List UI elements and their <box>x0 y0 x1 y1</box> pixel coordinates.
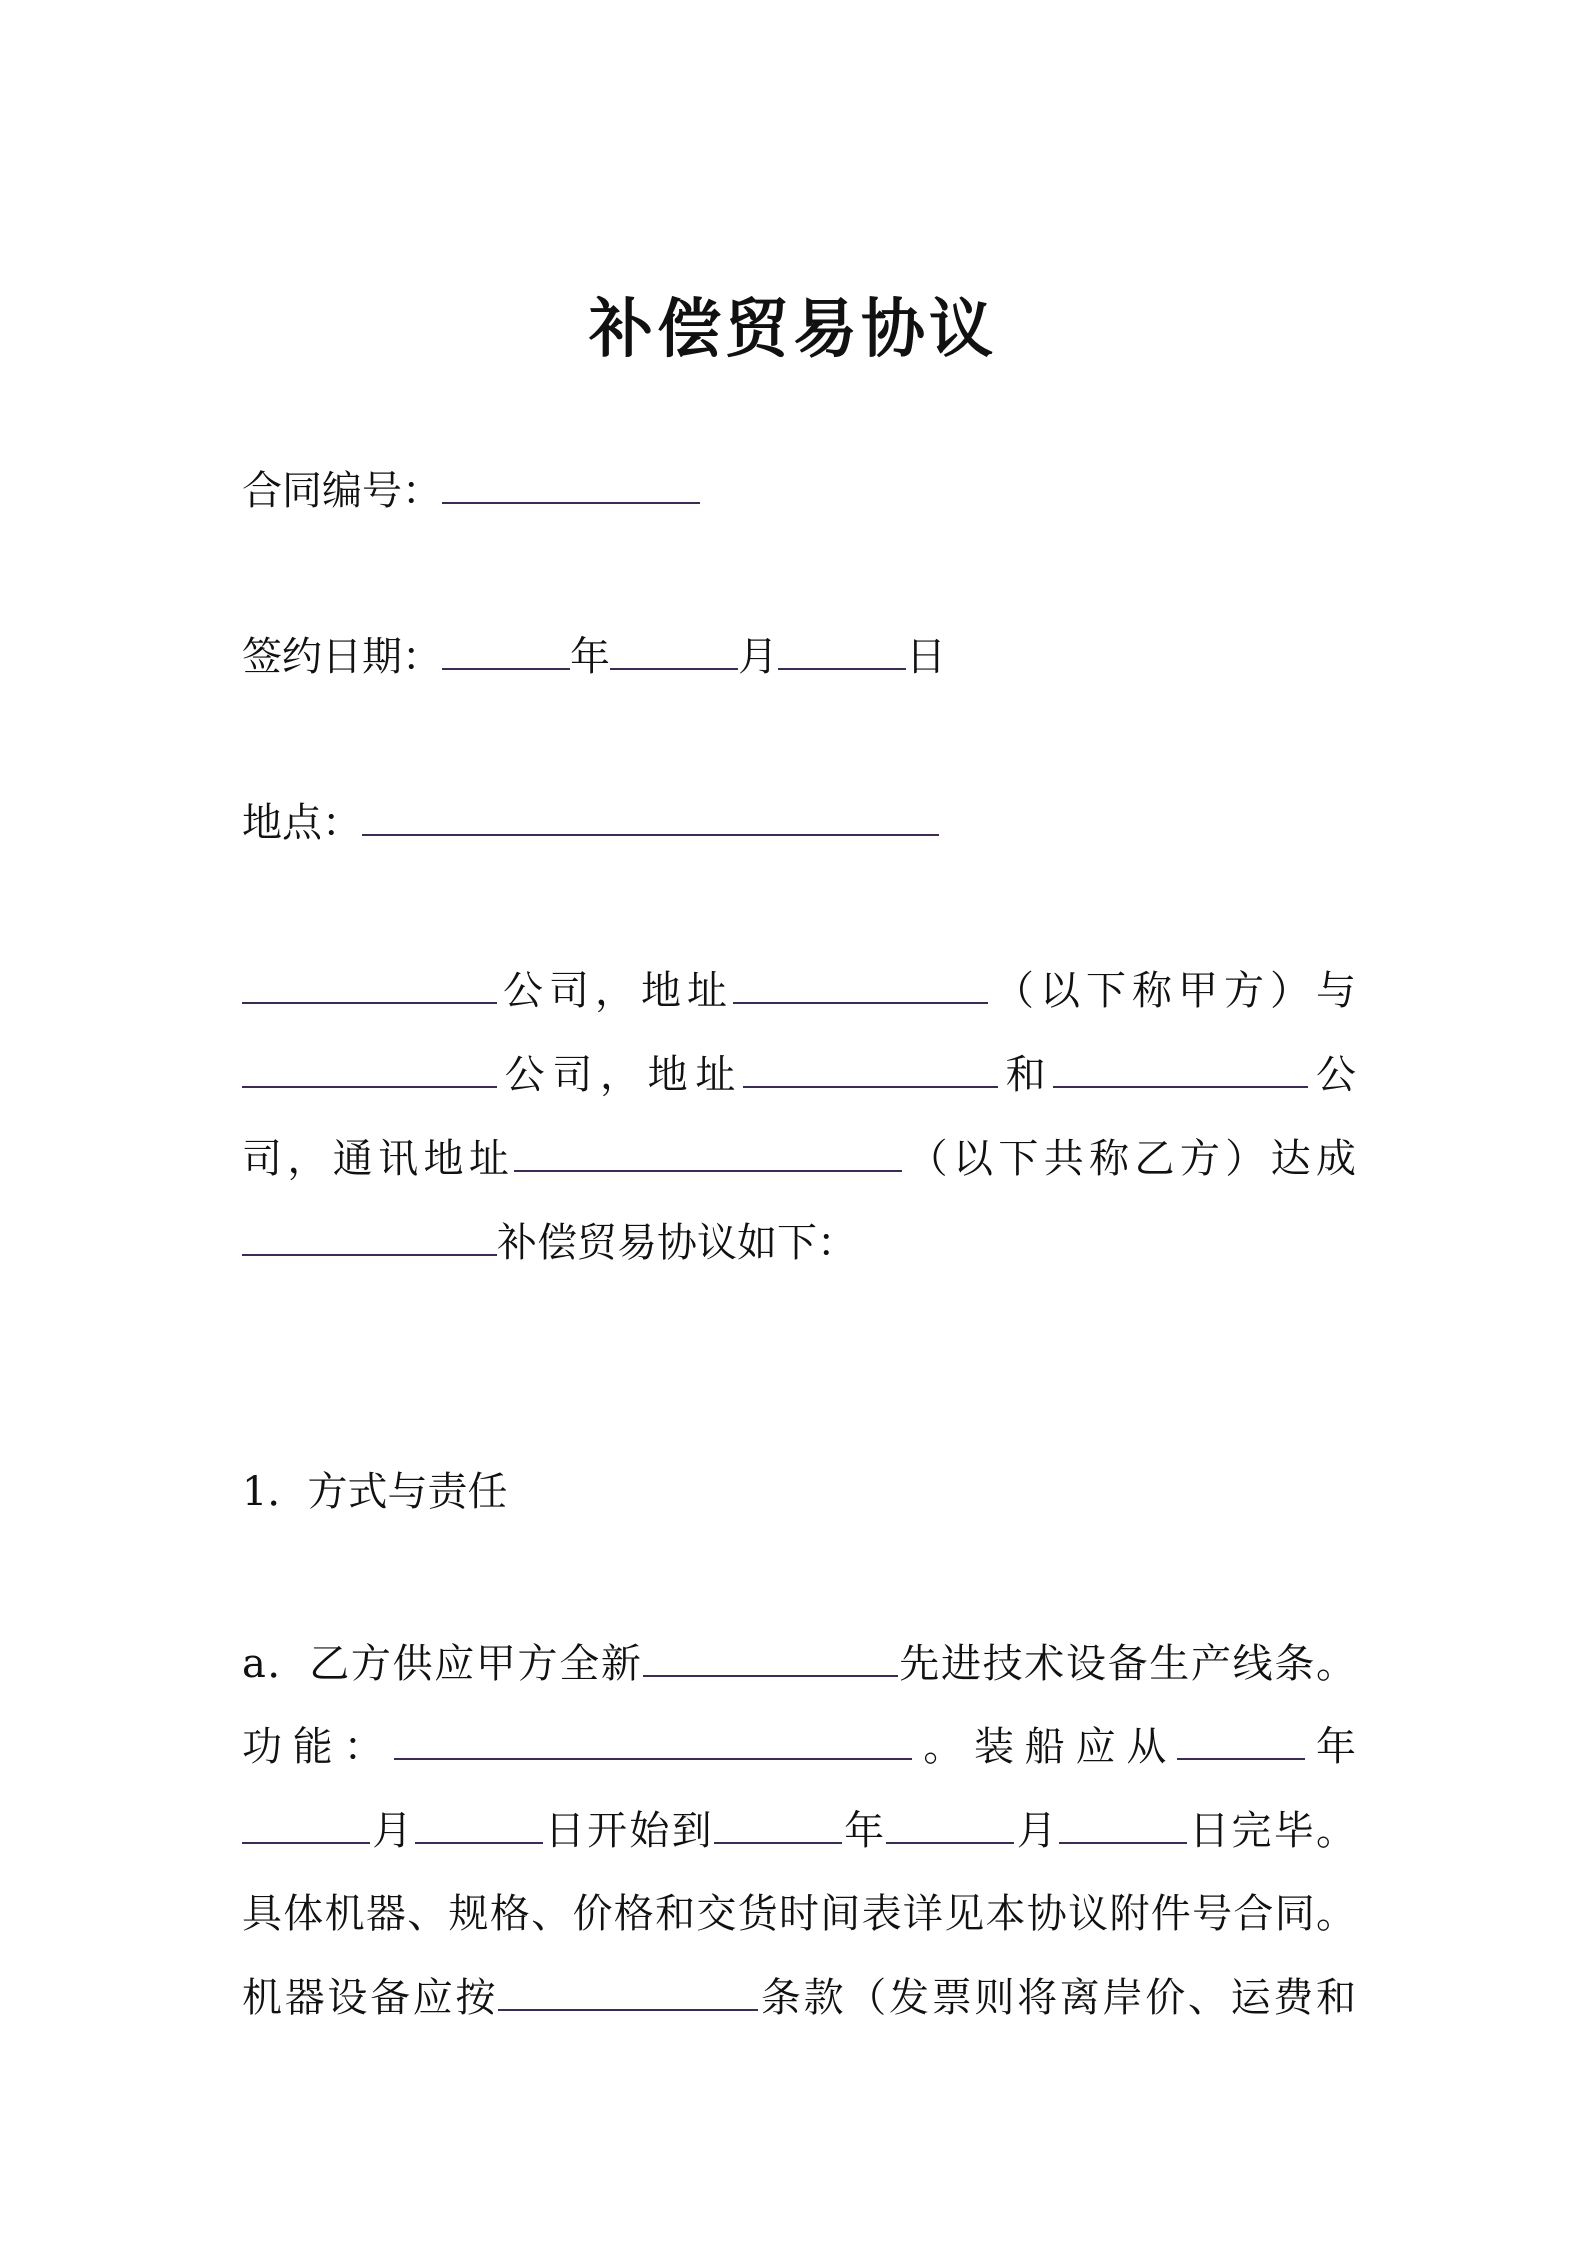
party-b1-name-blank[interactable] <box>242 1046 497 1088</box>
sign-date-label: 签约日期： <box>242 634 442 680</box>
text: 具体机器、规格、价格和交货时间表详见本协议附件号合同。 <box>242 1891 1356 1937</box>
ship-start-day-blank[interactable] <box>415 1802 543 1844</box>
ship-start-month-blank[interactable] <box>242 1802 370 1844</box>
text: 机器设备应按 <box>242 1975 499 2021</box>
text: 条款（发票则将离岸价、运费和 <box>758 1975 1357 2021</box>
year-label: 年 <box>570 634 610 680</box>
party-a-name-blank[interactable] <box>242 962 497 1004</box>
year-blank[interactable] <box>442 628 570 670</box>
terms-blank[interactable] <box>498 1969 758 2011</box>
text: 公司，地址 <box>497 1052 743 1098</box>
month-label: 月 <box>738 634 778 680</box>
clause-a-line-2 <box>242 1718 1356 1775</box>
sign-date-line <box>242 628 1356 685</box>
document-title: 补偿贸易协议 <box>589 292 997 367</box>
place-line <box>242 794 1356 851</box>
parties-line-2 <box>242 1046 1356 1103</box>
text: 司，通讯地址 <box>242 1136 515 1182</box>
party-b1-address-blank[interactable] <box>743 1046 998 1088</box>
clause-a-line-4 <box>242 1886 1356 1942</box>
text: 功能： <box>242 1724 395 1770</box>
text: 日完毕。 <box>1186 1808 1357 1854</box>
text: 公司，地址 <box>497 968 733 1014</box>
day-label: 日 <box>906 634 946 680</box>
parties-line-1 <box>242 962 1356 1019</box>
clause-a-line-5 <box>242 1969 1356 2026</box>
text: 补偿贸易协议如下： <box>497 1220 857 1266</box>
parties-line-4 <box>242 1214 1356 1271</box>
party-b2-address-blank[interactable] <box>514 1130 902 1172</box>
ship-end-day-blank[interactable] <box>1059 1802 1187 1844</box>
agreement-subject-blank[interactable] <box>242 1214 497 1256</box>
text: a．乙方供应甲方全新 <box>242 1641 643 1687</box>
text: （以下称甲方）与 <box>988 968 1356 1014</box>
parties-line-3 <box>242 1130 1356 1187</box>
ship-end-month-blank[interactable] <box>886 1802 1014 1844</box>
month-blank[interactable] <box>610 628 738 670</box>
text: 先进技术设备生产线条。 <box>897 1641 1357 1687</box>
text: 月 <box>370 1808 415 1854</box>
contract-number-label: 合同编号： <box>242 468 442 514</box>
text: 公 <box>1308 1052 1357 1098</box>
clause-a-line-1 <box>242 1635 1356 1692</box>
party-b2-name-blank[interactable] <box>1053 1046 1308 1088</box>
place-label: 地点： <box>242 800 362 846</box>
contract-number-blank[interactable] <box>442 462 700 504</box>
text: （以下共称乙方）达成 <box>902 1136 1356 1182</box>
clause-a-line-3 <box>242 1802 1356 1859</box>
text: 年 <box>1305 1724 1357 1770</box>
text: 月 <box>1014 1808 1059 1854</box>
text: 和 <box>998 1052 1054 1098</box>
day-blank[interactable] <box>778 628 906 670</box>
equipment-blank[interactable] <box>643 1635 898 1677</box>
contract-number-line <box>242 462 1356 519</box>
ship-end-year-blank[interactable] <box>714 1802 842 1844</box>
text: 年 <box>841 1808 887 1854</box>
text: 日开始到 <box>542 1808 714 1854</box>
text: 。装船应从 <box>912 1724 1178 1770</box>
ship-start-year-blank[interactable] <box>1177 1718 1305 1760</box>
place-blank[interactable] <box>362 794 939 836</box>
function-blank[interactable] <box>394 1718 912 1760</box>
section-heading: 1．方式与责任 <box>242 1469 508 1515</box>
party-a-address-blank[interactable] <box>733 962 988 1004</box>
